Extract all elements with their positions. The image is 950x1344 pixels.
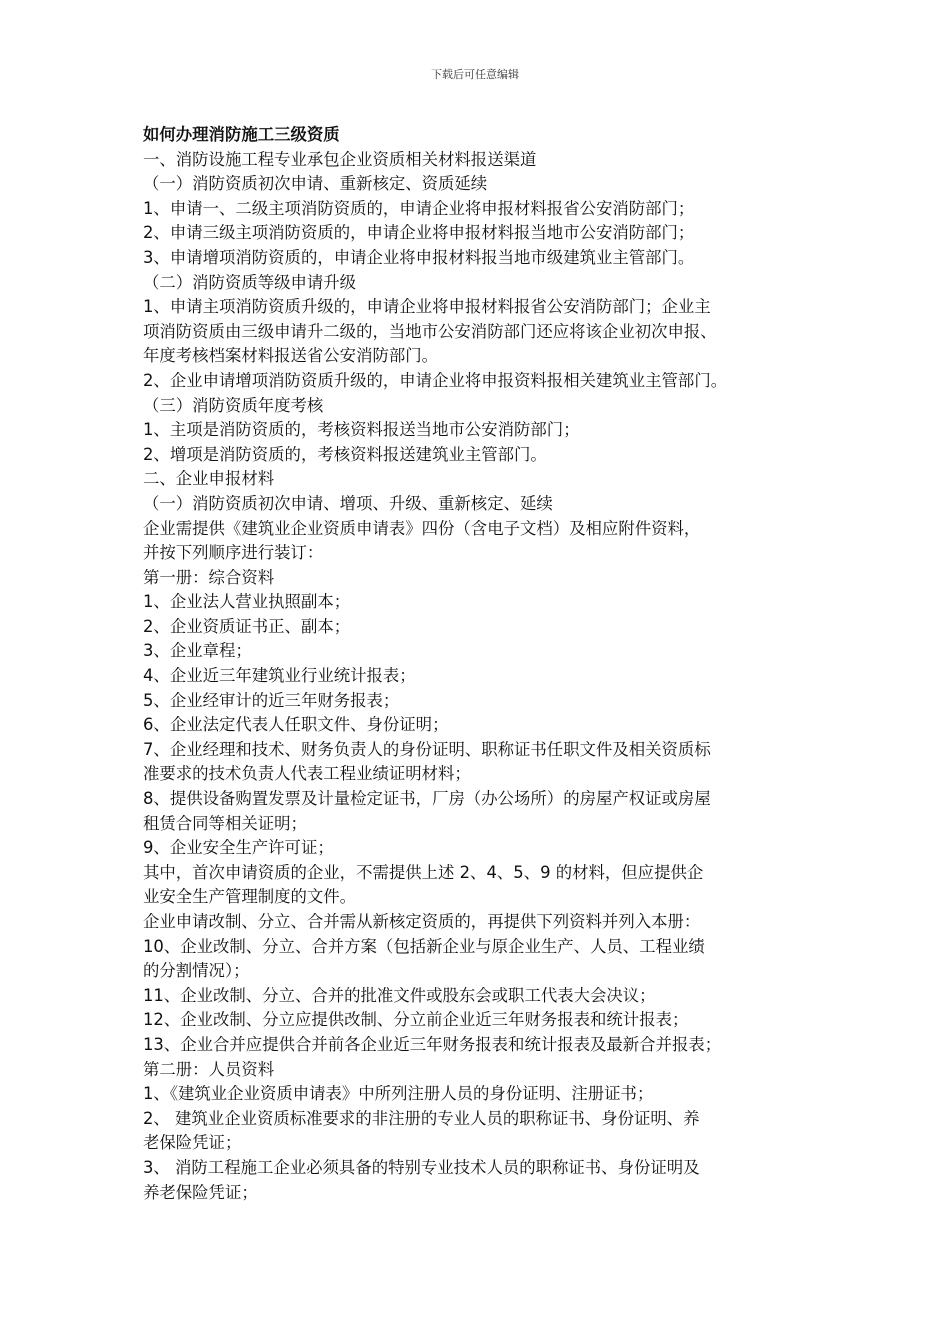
text-line: （二）消防资质等级申请升级 xyxy=(143,272,357,292)
text-line: 租赁合同等相关证明； xyxy=(143,813,307,833)
document-body xyxy=(143,123,833,1205)
text-line: 13、企业合并应提供合并前各企业近三年财务报表和统计报表及最新合并报表； xyxy=(143,1034,722,1054)
text-line: 1、《建筑业企业资质申请表》中所列注册人员的身份证明、注册证书； xyxy=(143,1084,654,1104)
text-line: 年度考核档案材料报送省公安消防部门。 xyxy=(143,346,439,366)
text-line: 3、 消防工程施工企业必须具备的特别专业技术人员的职称证书、身份证明及 xyxy=(143,1157,700,1177)
text-line: 11、企业改制、分立、合并的批准文件或股东会或职工代表大会决议； xyxy=(143,985,656,1005)
text-line: 准要求的技术负责人代表工程业绩证明材料； xyxy=(143,764,471,784)
text-line: 二、企业申报材料 xyxy=(143,469,275,489)
text-line: 企业申请改制、分立、合并需从新核定资质的，再提供下列资料并列入本册： xyxy=(143,912,701,931)
text-line: 项消防资质由三级申请升二级的，当地市公安消防部门还应将该企业初次申报、 xyxy=(143,321,717,341)
text-line: 2、申请三级主项消防资质的，申请企业将申报材料报当地市公安消防部门； xyxy=(143,223,695,243)
text-line: 一、消防设施工程专业承包企业资质相关材料报送渠道 xyxy=(143,149,537,169)
text-line: 3、企业章程； xyxy=(143,641,252,661)
text-line: 第一册：综合资料 xyxy=(143,567,275,587)
text-line: 1、企业法人营业执照副本； xyxy=(143,592,351,612)
text-line: 第二册：人员资料 xyxy=(143,1059,275,1079)
page-header: 下载后可任意编辑 xyxy=(431,68,519,81)
text-line: 7、企业经理和技术、财务负责人的身份证明、职称证书任职文件及相关资质标 xyxy=(143,739,711,759)
text-line: 2、增项是消防资质的，考核资料报送建筑业主管部门。 xyxy=(143,444,547,464)
text-line: 1、申请一、二级主项消防资质的，申请企业将申报材料报省公安消防部门； xyxy=(143,198,695,218)
text-line: 2、 建筑业企业资质标准要求的非注册的专业人员的职称证书、身份证明、养 xyxy=(143,1108,700,1128)
document-title: 如何办理消防施工三级资质 xyxy=(143,125,340,144)
text-line: 2、企业资质证书正、副本； xyxy=(143,616,351,636)
text-line: 并按下列顺序进行装订： xyxy=(143,543,324,563)
text-line: （三）消防资质年度考核 xyxy=(143,395,324,415)
text-line: 1、申请主项消防资质升级的，申请企业将申报材料报省公安消防部门；企业主 xyxy=(143,297,711,317)
text-line: 6、企业法定代表人任职文件、身份证明； xyxy=(143,715,449,735)
text-line: 老保险凭证； xyxy=(143,1133,242,1153)
text-line: 12、企业改制、分立应提供改制、分立前企业近三年财务报表和统计报表； xyxy=(143,1010,689,1030)
text-line: 养老保险凭证； xyxy=(143,1182,258,1202)
text-line: 5、企业经审计的近三年财务报表； xyxy=(143,690,400,710)
text-line: 10、企业改制、分立、合并方案（包括新企业与原企业生产、人员、工程业绩 xyxy=(143,936,705,956)
text-line: （一）消防资质初次申请、重新核定、资质延续 xyxy=(143,174,488,194)
text-line: 其中，首次申请资质的企业，不需提供上述 2、4、5、9 的材料，但应提供企 xyxy=(143,862,704,882)
text-line: 业安全生产管理制度的文件。 xyxy=(143,887,357,907)
text-line: 3、申请增项消防资质的，申请企业将申报材料报当地市级建筑业主管部门。 xyxy=(143,247,695,267)
text-line: 2、企业申请增项消防资质升级的，申请企业将申报资料报相关建筑业主管部门。 xyxy=(143,370,728,390)
text-line: 9、企业安全生产许可证； xyxy=(143,838,334,858)
text-line: 企业需提供《建筑业企业资质申请表》四份（含电子文档）及相应附件资料， xyxy=(143,518,701,538)
text-line: 4、企业近三年建筑业行业统计报表； xyxy=(143,666,416,686)
text-line: （一）消防资质初次申请、增项、升级、重新核定、延续 xyxy=(143,493,553,513)
text-line: 8、提供设备购置发票及计量检定证书，厂房（办公场所）的房屋产权证或房屋 xyxy=(143,789,711,809)
text-line: 的分割情况）； xyxy=(143,961,250,981)
text-line: 1、主项是消防资质的，考核资料报送当地市公安消防部门； xyxy=(143,420,580,440)
